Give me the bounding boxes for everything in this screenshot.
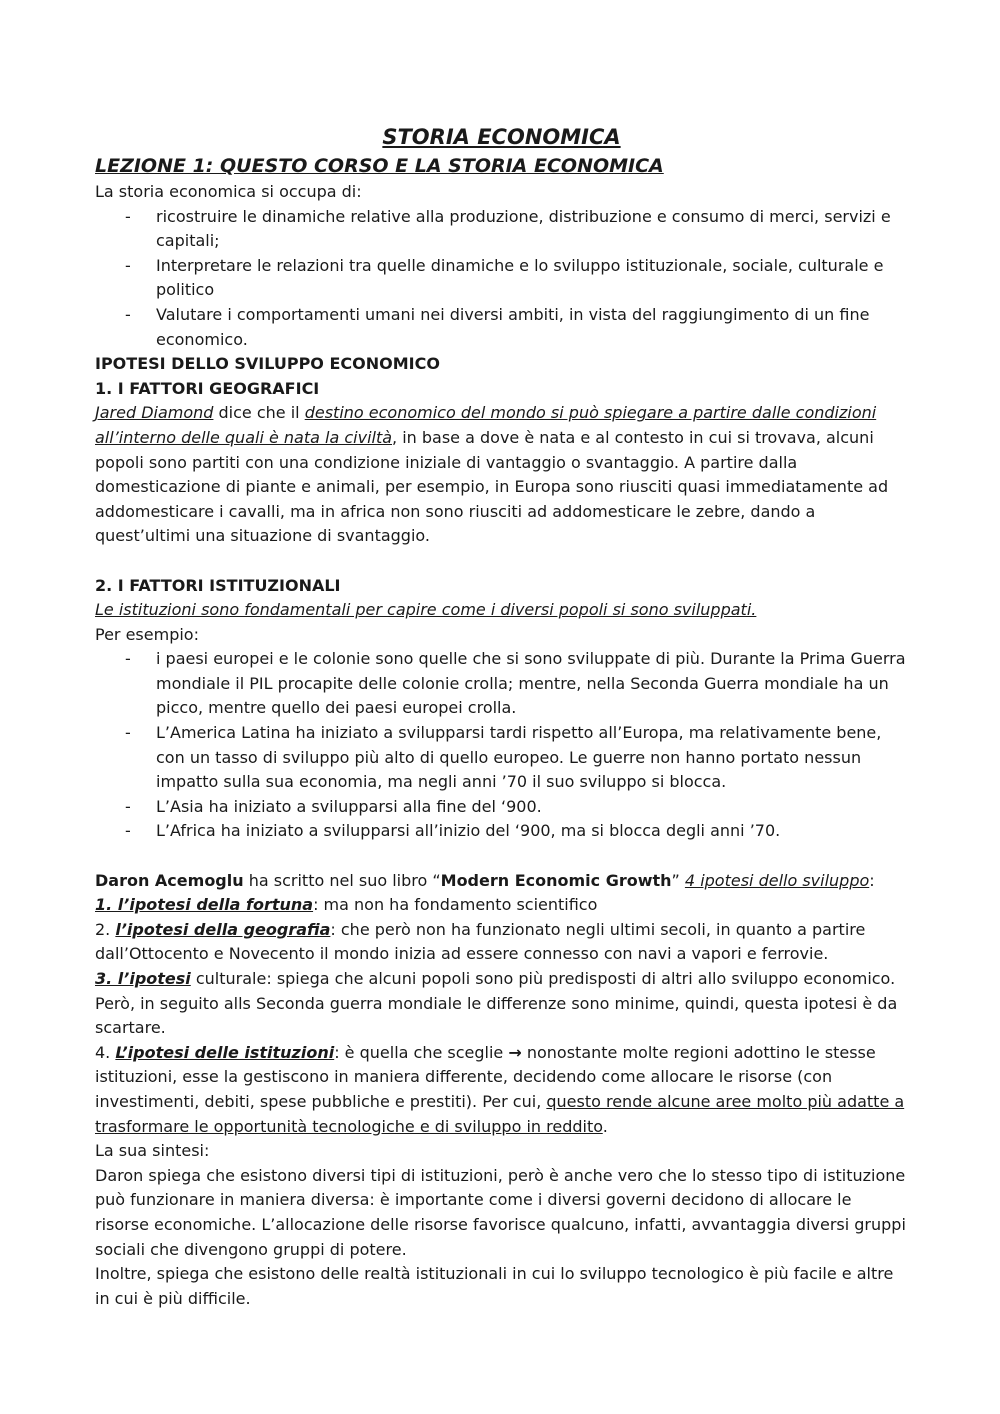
spacer [95,549,908,574]
list-item: - Interpretare le relazioni tra quelle dinamiche e lo sviluppo istituzionale, sociale, culturale e politico [156,254,908,303]
author-name: Jared Diamond [95,403,214,423]
inst-statement: Le istituzioni sono fondamentali per capire come i diversi popoli si sono sviluppati. [95,600,757,620]
list-item: - ricostruire le dinamiche relative alla produzione, distribuzione e consumo di merci, servizi e capitali; [156,205,908,254]
hypothesis-label: L’ipotesi delle istituzioni [115,1042,335,1062]
hypothesis-number: 4. [95,1042,116,1062]
section-heading: IPOTESI DELLO SVILUPPO ECONOMICO [95,354,440,374]
book-title: Modern Economic Growth [440,870,672,890]
synthesis-intro: La sua sintesi: [95,1141,210,1161]
list-item: - L’Asia ha iniziato a svilupparsi alla fine del ‘900. [156,795,908,820]
list-item: - i paesi europei e le colonie sono quelle che si sono sviluppate di più. Durante la Prima Guerra mondiale il PIL procapite delle colonie crolla; mentre, nella Seconda Guerra mondiale ha un picco, mentre quello dei paesi europei crolla. [156,647,908,721]
geo-quote: destino economico del mondo si può spiegare a partire dalle condizioni all’interno delle quali è nata la civiltà [95,403,877,447]
synthesis-paragraph-1: Daron spiega che esistono diversi tipi di istituzioni, però è anche vero che lo stesso tipo di istituzione può funzionare in maniera diversa: è importante come i diversi governi decidono di allocare le risorse economiche. L’allocazione delle risorse favorisce qualcuno, infatti, avvantaggia diversi gruppi sociali che divengono gruppi di potere. [95,1165,906,1259]
intro-text: La storia economica si occupa di: [95,182,362,201]
geo-text-1: dice che il [213,403,305,423]
text-fragment: : [869,870,875,890]
hypothesis-2 [95,918,908,967]
author-name: Daron Acemoglu [95,870,244,890]
geo-text-2: , in base a dove è nata e al contesto in cui si trovava, alcuni popoli sono partiti con una condizione iniziale di vantaggio o svantaggio. A partire dalla domesticazione di piante e animali, per esempio, in Europa sono riusciti quasi immediatamente ad addomesticare i cavalli, ma in africa non sono riusciti ad addomesticare le zebre, dando a quest’ultimi una situazione di svantaggio. [95,427,889,546]
text-fragment: . [602,1116,608,1136]
list-item: - L’America Latina ha iniziato a svilupparsi tardi rispetto all’Europa, ma relativamente bene, con un tasso di sviluppo più alto di quello europeo. Le guerre non hanno portato nessun impatto sulla sua economia, ma negli anni ’70 il suo sviluppo si blocca. [156,721,908,795]
text-fragment: ha scritto nel suo libro “ [243,870,441,890]
hypothesis-text: culturale: spiega che alcuni popoli sono più predisposti di altri allo sviluppo economico. Però, in seguito alls Seconda guerra mondiale le differenze sono minime, quindi, questa ipotesi è da scartare. [95,969,898,1038]
hypothesis-quote: questo rende alcune aree molto più adatte a trasformare le opportunità tecnologiche e di sviluppo in reddito [95,1091,905,1136]
intro-list [95,205,908,353]
hypothesis-text: : che però non ha funzionato negli ultimi secoli, in quanto a partire dall’Ottocento e Novecento il mondo inizia ad essere connesso con navi a vapori e ferrovie. [95,919,866,964]
hypothesis-4 [95,1041,908,1139]
arrow-right-icon: → [508,1042,522,1062]
example-intro: Per esempio: [95,624,199,644]
text-fragment: ” [671,870,685,890]
synthesis-paragraph-2: Inoltre, spiega che esistono delle realtà istituzionali in cui lo sviluppo tecnologico è più facile e altre in cui è più difficile. [95,1264,894,1308]
lesson-title: LEZIONE 1: QUESTO CORSO E LA STORIA ECONOMICA [95,155,664,177]
hypothesis-text: : ma non ha fondamento scientifico [313,895,598,915]
document-title: STORIA ECONOMICA [382,125,621,149]
acemoglu-intro [95,869,908,894]
inst-list [95,647,908,844]
hypothesis-label: 1. l’ipotesi della fortuna [95,895,314,915]
hypothesis-1 [95,893,908,918]
list-item: - Valutare i comportamenti umani nei diversi ambiti, in vista del raggiungimento di un fine economico. [156,303,908,352]
spacer [95,844,908,869]
hypotheses-phrase: 4 ipotesi dello sviluppo [684,870,870,890]
hypothesis-3 [95,967,908,1041]
list-item: - L’Africa ha iniziato a svilupparsi all’inizio del ‘900, ma si blocca degli anni ’70. [156,819,908,844]
hypothesis-number: 2. [95,919,116,939]
hypothesis-label: l’ipotesi della geografia [115,919,331,939]
geo-heading: 1. I FATTORI GEOGRAFICI [95,378,320,398]
inst-heading: 2. I FATTORI ISTITUZIONALI [95,575,341,595]
hypothesis-label: 3. l’ipotesi [95,969,191,988]
hypothesis-text: nonostante molte regioni adottino le stesse istituzioni, esse la gestiscono in maniera differente, decidendo come allocare le risorse (con investimenti, debiti, spese pubbliche e prestiti). Per cui, [95,1042,876,1111]
geo-paragraph [95,401,908,549]
hypothesis-text: : è quella che sceglie [334,1042,509,1062]
